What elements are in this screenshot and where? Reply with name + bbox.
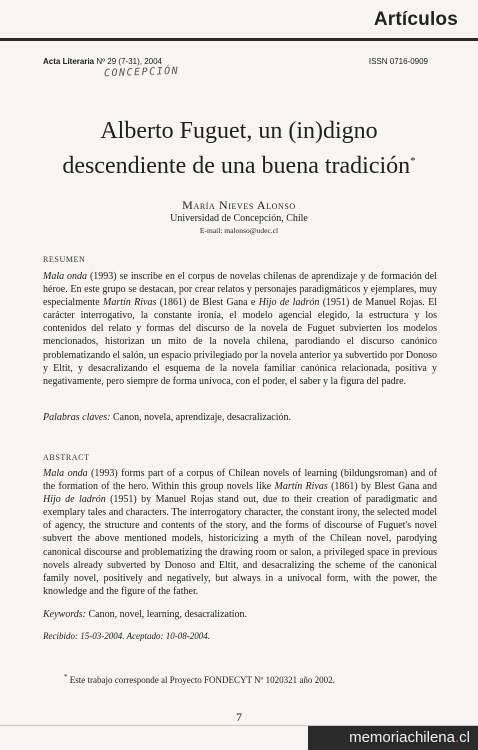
resumen-title-ref: Mala onda: [43, 271, 88, 282]
header-rule: [0, 38, 478, 41]
resumen-title-ref: Martín Rivas: [103, 297, 157, 309]
abstract-title-ref: Martín Rivas: [274, 481, 328, 493]
watermark-name: memoriachilena: [349, 729, 455, 746]
author-affiliation: Universidad de Concepción, Chile: [170, 213, 308, 224]
resumen-heading: RESUMEN: [43, 255, 86, 264]
section-label: Artículos: [373, 9, 458, 30]
footnote-mark: *: [64, 673, 68, 681]
journal-issue: Nº 29 (7-31), 2004: [96, 57, 162, 66]
watermark-dot: .: [454, 729, 460, 746]
abstract-text: (1951) by Manuel Rojas stand out, due to their creation of paradigmatic and exemplary tales and characters. The interrogatory character, the constant irony, the selected model of agency, the structure and contents of the story, and the forms of discourse of Fuguet's novel subvert the above mentioned models, historicizing a myth of the Chilean novel, parodying canonical discourse and problematizing the drawing room or salon, a privileged space in previous novels already subverted by Donoso and Eltit, and desacralizing the scheme of the canonical family novel, positively and negatively, but always in a univocal form, with the power, the knowledge and the figure of the father.: [43, 494, 437, 597]
keywords-label: Palabras claves:: [43, 412, 111, 423]
journal-name: Acta Literaria: [43, 57, 95, 66]
watermark-logo: [308, 726, 478, 750]
resumen-body: [43, 270, 437, 388]
journal-citation: [43, 57, 162, 66]
resumen-text: (1861) de Blest Gana e: [156, 297, 259, 309]
title-line-1: Alberto Fuguet, un (in)digno: [100, 118, 378, 144]
handwritten-note: CONCEPCIÓN: [103, 65, 180, 80]
author-name: María Nieves Alonso: [182, 198, 296, 212]
abstract-title-ref: Mala onda: [43, 468, 88, 479]
keywords-text: Canon, novela, aprendizaje, desacralización.: [110, 412, 291, 423]
resumen-text: (1951) de Manuel Rojas. El carácter interrogativo, la constante ironía, el modelo agencial elegido, la estructura y los contenidos del relato y formas del discurso de la novela de Fuguet subvierten los modelos mencionados, historizan un mito de la novela chilena, parodiando el discurso canónico problematizando el salón, un espacio privilegiado por la novela anterior ya subvertido por Donoso y Eltit, y desacralizando el esquema de la novela familiar canónica relacionada, positiva y negativamente, pero siempre de forma unívoca, con el poder, el saber y la figura del padre.: [43, 297, 437, 387]
issn: ISSN 0716-0909: [368, 57, 428, 66]
watermark-tld: cl: [459, 729, 470, 746]
keywords-label: Keywords:: [43, 609, 86, 620]
resumen-keywords: [43, 412, 437, 423]
abstract-text: (1861) by Blest Gana and: [327, 481, 437, 493]
abstract-body: [43, 467, 437, 598]
article-title: [0, 116, 478, 181]
title-line-2: descendiente de una buena tradición: [62, 153, 411, 179]
author-email: E-mail: malonso@udec.cl: [199, 226, 279, 235]
abstract-title-ref: Hijo de ladrón: [43, 494, 106, 506]
footnote: [64, 673, 335, 685]
footnote-text: Este trabajo corresponde al Proyecto FONDECYT Nº 1020321 año 2002.: [67, 675, 335, 685]
resumen-title-ref: Hijo de ladrón: [258, 297, 320, 309]
abstract-keywords: [43, 609, 437, 620]
abstract-text: (1993) forms part of a corpus of Chilean novels of learning (bildungsroman) and of the formation of the hero. Within this group novels like: [43, 468, 438, 493]
resumen-text: (1993) se inscribe en el corpus de novelas chilenas de aprendizaje y de formación del héroe. En este grupo se destacan, por crear relatos y personajes paradigmáticos y ejemplares, muy especialmente: [43, 271, 437, 309]
abstract-heading: ABSTRACT: [43, 453, 90, 462]
page-number: 7: [236, 710, 242, 724]
keywords-text: Canon, novel, learning, desacralization.: [85, 609, 248, 620]
title-footnote-mark: *: [410, 155, 416, 167]
received-accepted-dates: Recibido: 15-03-2004. Aceptado: 10-08-2004.: [43, 631, 211, 641]
